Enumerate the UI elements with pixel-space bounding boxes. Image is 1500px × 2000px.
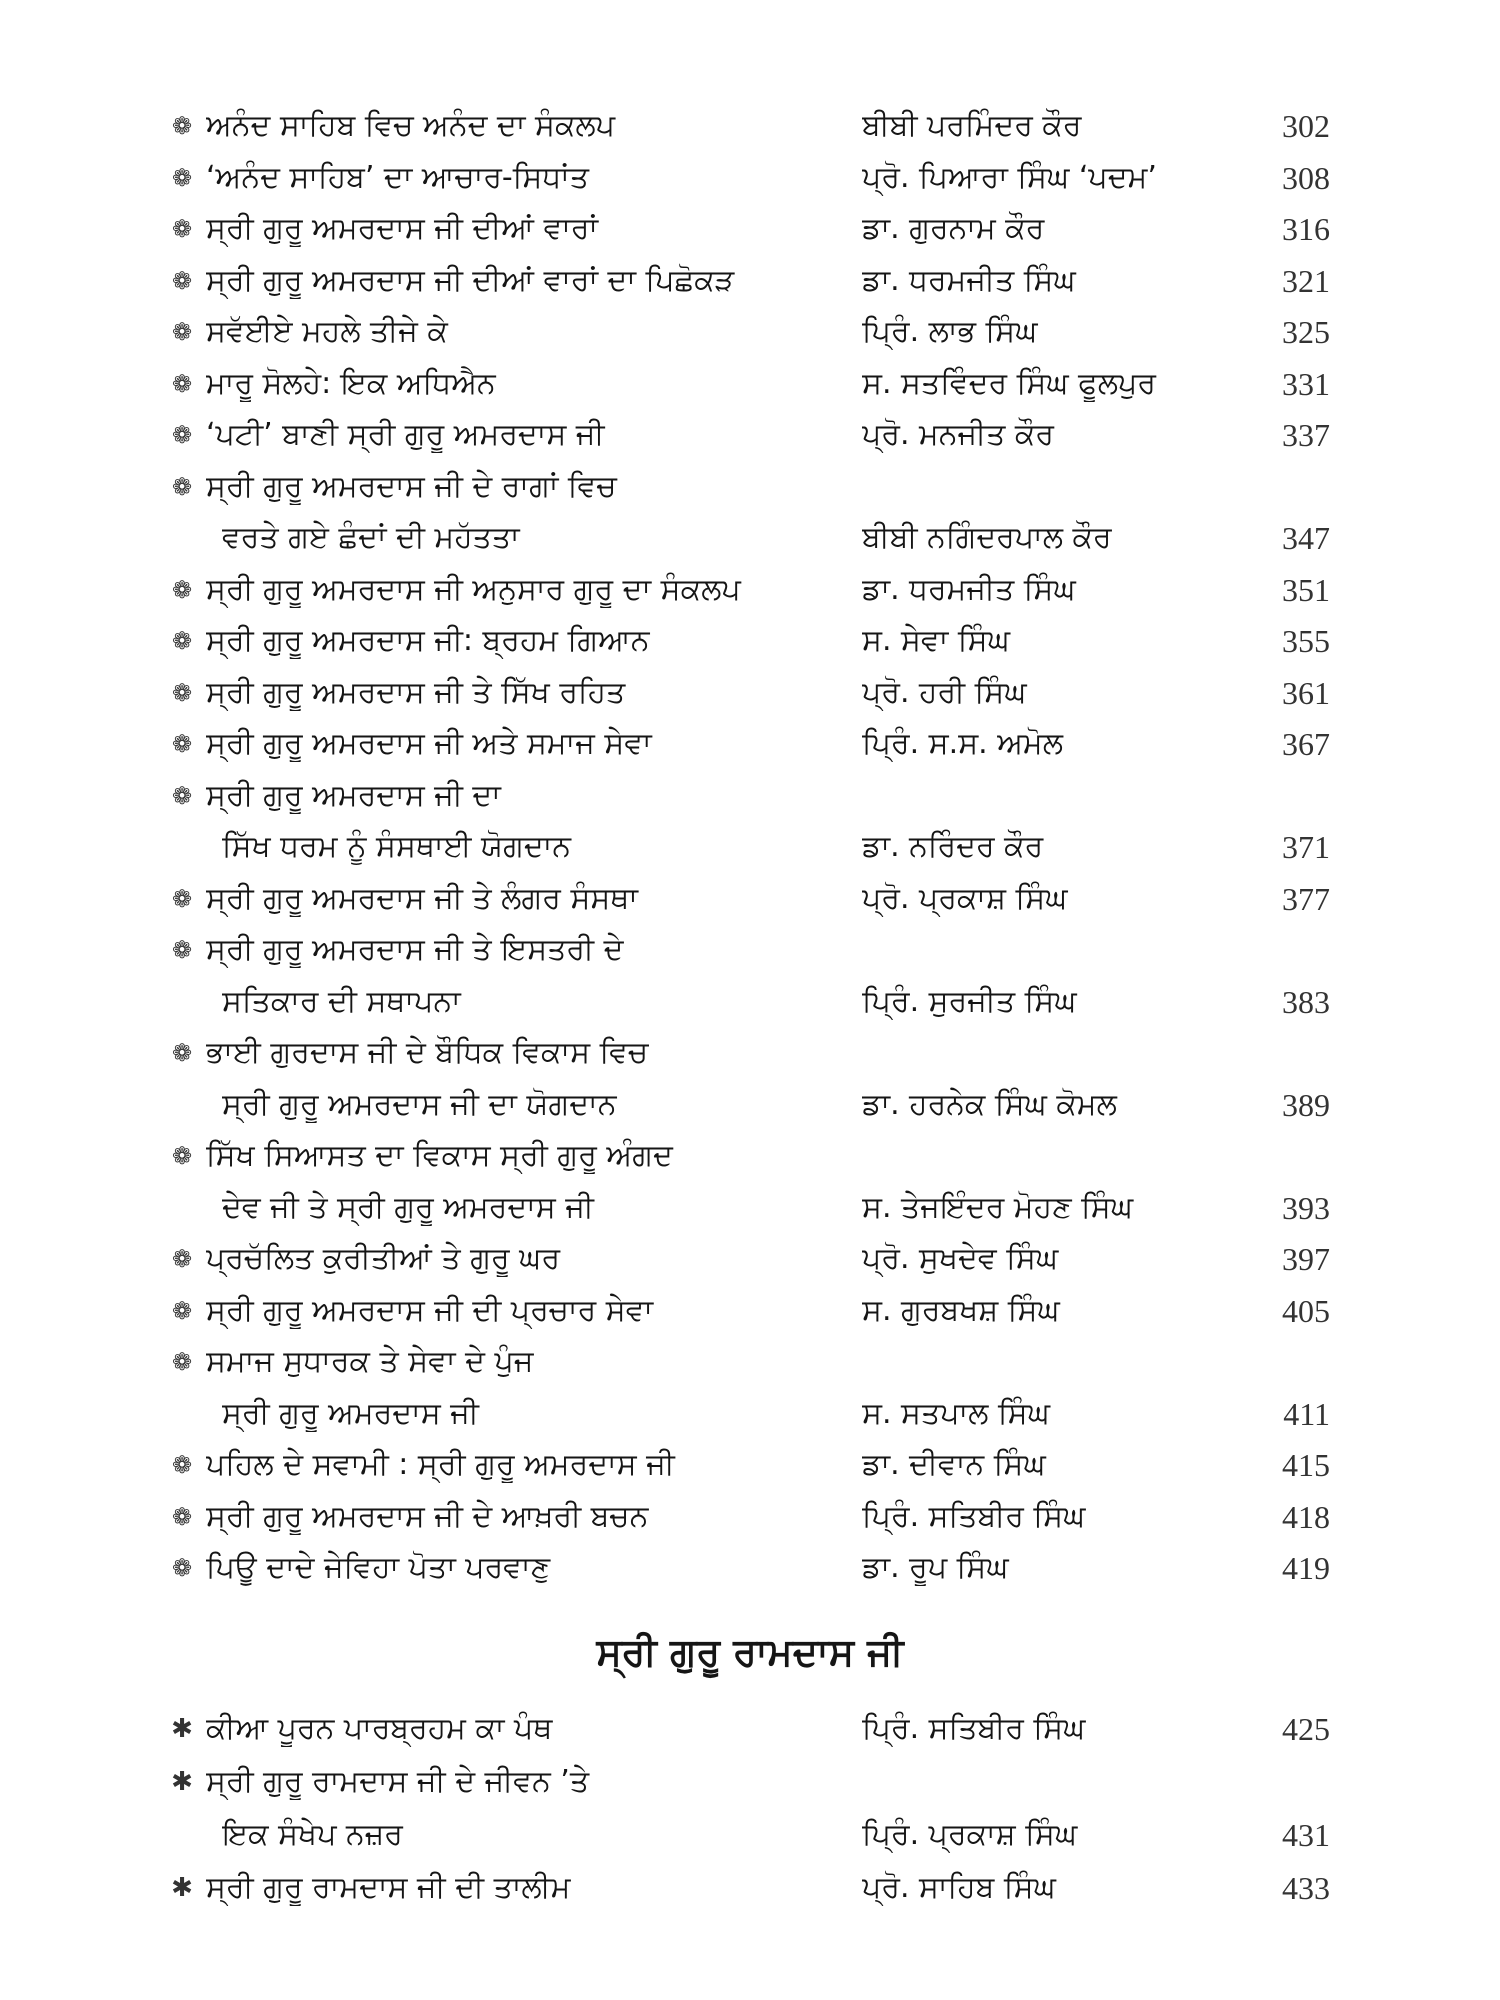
toc-entry — [0, 718, 1500, 770]
entry-author: ਪ੍ਰੋ. ਸਾਹਿਬ ਸਿੰਘ — [862, 1870, 1056, 1905]
toc-entry — [0, 1809, 1500, 1861]
entry-page-number: 321 — [1282, 262, 1330, 299]
asterisk-bullet-icon: ✱ — [171, 1767, 193, 1797]
entry-page-number: 389 — [1282, 1086, 1330, 1123]
entry-title: ਸ੍ਰੀ ਗੁਰੂ ਅਮਰਦਾਸ ਜੀ — [222, 1395, 479, 1431]
entry-page-number: 367 — [1282, 726, 1330, 762]
entry-author: ਡਾ. ਨਰਿੰਦਰ ਕੌਰ — [862, 829, 1044, 864]
entry-page-number: 308 — [1282, 159, 1330, 196]
toc-entry — [0, 100, 1500, 152]
entry-author: ਪ੍ਰੋ. ਹਰੀ ਸਿੰਘ — [862, 674, 1027, 710]
flower-bullet-icon: ❁ — [171, 1142, 193, 1170]
entry-title: ਮਾਰੂ ਸੋਲਹੇ: ਇਕ ਅਧਿਐਨ — [206, 365, 496, 401]
entry-page-number: 361 — [1282, 674, 1330, 711]
toc-entry — [0, 409, 1500, 461]
toc-entry — [0, 1703, 1500, 1755]
entry-author: ਸ. ਸੇਵਾ ਸਿੰਘ — [862, 623, 1010, 658]
entry-author: ਸ. ਤੇਜਇੰਦਰ ਮੋਹਣ ਸਿੰਘ — [862, 1189, 1134, 1225]
entry-page-number: 377 — [1282, 880, 1330, 917]
entry-title: ਅਨੰਦ ਸਾਹਿਬ ਵਿਚ ਅਨੰਦ ਦਾ ਸੰਕਲਪ — [206, 108, 616, 143]
entry-title: ਕੀਆ ਪੂਰਨ ਪਾਰਬ੍ਰਹਮ ਕਾ ਪੰਥ — [206, 1711, 553, 1746]
entry-page-number: 383 — [1282, 983, 1330, 1020]
toc-entry — [0, 615, 1500, 667]
entry-page-number: 405 — [1282, 1292, 1330, 1329]
entry-page-number: 415 — [1282, 1447, 1330, 1483]
toc-entry — [0, 1130, 1500, 1182]
toc-entry — [0, 1182, 1500, 1234]
flower-bullet-icon: ❁ — [171, 112, 193, 140]
toc-entry — [0, 1542, 1500, 1594]
flower-bullet-icon: ❁ — [171, 369, 193, 398]
toc-entry — [0, 1079, 1500, 1131]
entry-title: ‘ਅਨੰਦ ਸਾਹਿਬ’ ਦਾ ਆਚਾਰ-ਸਿਧਾਂਤ — [206, 159, 589, 195]
entry-title: ਸ੍ਰੀ ਗੁਰੂ ਅਮਰਦਾਸ ਜੀ ਦੀਆਂ ਵਾਰਾਂ ਦਾ ਪਿਛੋਕੜ — [206, 262, 735, 298]
entry-title: ਪਿਊ ਦਾਦੇ ਜੇਵਿਹਾ ਪੋਤਾ ਪਰਵਾਣੁ — [206, 1550, 551, 1585]
asterisk-bullet-icon: ✱ — [171, 1714, 193, 1744]
entry-title: ਪਹਿਲ ਦੇ ਸਵਾਮੀ : ਸ੍ਰੀ ਗੁਰੂ ਅਮਰਦਾਸ ਜੀ — [206, 1447, 675, 1482]
entry-title: ਸ੍ਰੀ ਗੁਰੂ ਅਮਰਦਾਸ ਜੀ ਅਤੇ ਸਮਾਜ ਸੇਵਾ — [206, 726, 652, 761]
entry-page-number: 355 — [1282, 623, 1330, 659]
flower-bullet-icon: ❁ — [171, 1245, 193, 1273]
entry-author: ਪ੍ਰਿੰ. ਲਾਭ ਸਿੰਘ — [862, 314, 1038, 349]
entry-title: ‘ਪਟੀ’ ਬਾਣੀ ਸ੍ਰੀ ਗੁਰੂ ਅਮਰਦਾਸ ਜੀ — [206, 417, 605, 452]
entry-author: ਪ੍ਰੋ. ਪ੍ਰਕਾਸ਼ ਸਿੰਘ — [862, 880, 1068, 916]
toc-entry — [0, 1388, 1500, 1440]
entry-title: ਸ੍ਰੀ ਗੁਰੂ ਅਮਰਦਾਸ ਜੀ ਦਾ ਯੋਗਦਾਨ — [222, 1086, 617, 1122]
entry-author: ਪ੍ਰੋ. ਪਿਆਰਾ ਸਿੰਘ ‘ਪਦਮ’ — [862, 159, 1157, 195]
entry-page-number: 351 — [1282, 571, 1330, 608]
entry-author: ਪ੍ਰਿੰ. ਪ੍ਰਕਾਸ਼ ਸਿੰਘ — [862, 1817, 1078, 1852]
toc-entry — [0, 821, 1500, 873]
entry-title: ਸ੍ਰੀ ਗੁਰੂ ਅਮਰਦਾਸ ਜੀ ਦੇ ਰਾਗਾਂ ਵਿਚ — [206, 468, 617, 504]
entry-title: ਸਮਾਜ ਸੁਧਾਰਕ ਤੇ ਸੇਵਾ ਦੇ ਪੁੰਜ — [206, 1344, 534, 1379]
toc-entry — [0, 770, 1500, 822]
entry-author: ਡਾ. ਹਰਨੇਕ ਸਿੰਘ ਕੋਮਲ — [862, 1086, 1117, 1122]
flower-bullet-icon: ❁ — [171, 1554, 193, 1582]
toc-entry — [0, 1285, 1500, 1337]
toc-entry — [0, 1862, 1500, 1914]
toc-entry — [0, 564, 1500, 616]
flower-bullet-icon: ❁ — [171, 318, 193, 346]
flower-bullet-icon: ❁ — [171, 266, 193, 295]
toc-entry — [0, 461, 1500, 513]
entry-author: ਡਾ. ਦੀਵਾਨ ਸਿੰਘ — [862, 1447, 1046, 1482]
entry-author: ਪ੍ਰੋ. ਮਨਜੀਤ ਕੌਰ — [862, 417, 1054, 452]
entry-title: ਸ੍ਰੀ ਗੁਰੂ ਅਮਰਦਾਸ ਜੀ ਦੀਆਂ ਵਾਰਾਂ — [206, 211, 599, 246]
entry-author: ਸ. ਸਤਪਾਲ ਸਿੰਘ — [862, 1395, 1050, 1431]
entry-author: ਸ. ਗੁਰਬਖਸ਼ ਸਿੰਘ — [862, 1292, 1060, 1328]
entry-page-number: 393 — [1282, 1189, 1330, 1226]
entry-page-number: 316 — [1282, 211, 1330, 247]
entry-author: ਪ੍ਰਿੰ. ਸਤਿਬੀਰ ਸਿੰਘ — [862, 1498, 1086, 1534]
entry-author: ਡਾ. ਧਰਮਜੀਤ ਸਿੰਘ — [862, 262, 1076, 298]
entry-title: ਸ੍ਰੀ ਗੁਰੂ ਰਾਮਦਾਸ ਜੀ ਦੀ ਤਾਲੀਮ — [206, 1870, 571, 1905]
entry-title: ਭਾਈ ਗੁਰਦਾਸ ਜੀ ਦੇ ਬੌਧਿਕ ਵਿਕਾਸ ਵਿਚ — [206, 1035, 649, 1070]
entry-page-number: 371 — [1282, 829, 1330, 865]
entry-title: ਸ੍ਰੀ ਗੁਰੂ ਅਮਰਦਾਸ ਜੀ: ਬ੍ਰਹਮ ਗਿਆਨ — [206, 623, 650, 658]
flower-bullet-icon: ❁ — [171, 781, 193, 810]
flower-bullet-icon: ❁ — [171, 884, 193, 913]
entry-title: ਸਿੱਖ ਸਿਆਸਤ ਦਾ ਵਿਕਾਸ ਸ੍ਰੀ ਗੁਰੂ ਅੰਗਦ — [206, 1138, 673, 1173]
entry-page-number: 431 — [1282, 1817, 1330, 1853]
entry-title: ਸਤਿਕਾਰ ਦੀ ਸਥਾਪਨਾ — [222, 983, 461, 1019]
flower-bullet-icon: ❁ — [171, 936, 193, 964]
entry-author: ਡਾ. ਰੂਪ ਸਿੰਘ — [862, 1550, 1009, 1585]
entry-title: ਸ੍ਰੀ ਗੁਰੂ ਅਮਰਦਾਸ ਜੀ ਤੇ ਸਿੱਖ ਰਹਿਤ — [206, 674, 626, 710]
entry-author: ਪ੍ਰਿੰ. ਸਤਿਬੀਰ ਸਿੰਘ — [862, 1711, 1086, 1746]
flower-bullet-icon: ❁ — [171, 1348, 193, 1376]
toc-entry — [0, 255, 1500, 307]
entry-title: ਸ੍ਰੀ ਗੁਰੂ ਅਮਰਦਾਸ ਜੀ ਦੀ ਪ੍ਰਚਾਰ ਸੇਵਾ — [206, 1292, 654, 1328]
entry-title: ਵਰਤੇ ਗਏ ਛੰਦਾਂ ਦੀ ਮਹੱਤਤਾ — [222, 520, 520, 555]
entry-title: ਸ੍ਰੀ ਗੁਰੂ ਅਮਰਦਾਸ ਜੀ ਤੇ ਲੰਗਰ ਸੰਸਥਾ — [206, 880, 639, 916]
entry-author: ਬੀਬੀ ਪਰਮਿੰਦਰ ਕੌਰ — [862, 108, 1082, 143]
toc-entry — [0, 358, 1500, 410]
flower-bullet-icon: ❁ — [171, 627, 193, 655]
entry-page-number: 419 — [1282, 1550, 1330, 1586]
entry-title: ਸ੍ਰੀ ਗੁਰੂ ਅਮਰਦਾਸ ਜੀ ਦਾ — [206, 777, 501, 813]
entry-page-number: 433 — [1282, 1870, 1330, 1906]
entry-page-number: 302 — [1282, 108, 1330, 144]
toc-entry — [0, 1491, 1500, 1543]
flower-bullet-icon: ❁ — [171, 215, 193, 243]
entry-page-number: 347 — [1282, 520, 1330, 556]
flower-bullet-icon: ❁ — [171, 1039, 193, 1067]
toc-entry — [0, 924, 1500, 976]
toc-entry — [0, 1233, 1500, 1285]
entry-page-number: 411 — [1283, 1395, 1330, 1432]
entry-title: ਸ੍ਰੀ ਗੁਰੂ ਅਮਰਦਾਸ ਜੀ ਦੇ ਆਖ਼ਰੀ ਬਚਨ — [206, 1498, 649, 1534]
flower-bullet-icon: ❁ — [171, 1296, 193, 1325]
entry-page-number: 418 — [1282, 1498, 1330, 1535]
entry-title: ਇਕ ਸੰਖੇਪ ਨਜ਼ਰ — [222, 1817, 403, 1852]
entry-page-number: 425 — [1282, 1711, 1330, 1747]
toc-entry — [0, 306, 1500, 358]
entry-title: ਸ੍ਰੀ ਗੁਰੂ ਰਾਮਦਾਸ ਜੀ ਦੇ ਜੀਵਨ ’ਤੇ — [206, 1764, 590, 1799]
toc-entry — [0, 203, 1500, 255]
entry-title: ਪ੍ਰਚੱਲਿਤ ਕੁਰੀਤੀਆਂ ਤੇ ਗੁਰੂ ਘਰ — [206, 1241, 561, 1276]
entry-page-number: 331 — [1282, 365, 1330, 402]
toc-entry — [0, 976, 1500, 1028]
entry-author: ਪ੍ਰਿੰ. ਸੁਰਜੀਤ ਸਿੰਘ — [862, 983, 1077, 1019]
toc-entry — [0, 152, 1500, 204]
entry-page-number: 337 — [1282, 417, 1330, 453]
entry-author: ਪ੍ਰਿੰ. ਸ.ਸ. ਅਮੋਲ — [862, 726, 1064, 761]
entry-title: ਸਿੱਖ ਧਰਮ ਨੂੰ ਸੰਸਥਾਈ ਯੋਗਦਾਨ — [222, 829, 572, 864]
toc-entry — [0, 667, 1500, 719]
entry-title: ਸਵੱਈਏ ਮਹਲੇ ਤੀਜੇ ਕੇ — [206, 314, 448, 349]
toc-entry — [0, 1336, 1500, 1388]
section-heading: ਸ੍ਰੀ ਗੁਰੂ ਰਾਮਦਾਸ ਜੀ — [596, 1630, 904, 1674]
toc-entry — [0, 1756, 1500, 1808]
flower-bullet-icon: ❁ — [171, 730, 193, 758]
entry-author: ਬੀਬੀ ਨਗਿੰਦਰਪਾਲ ਕੌਰ — [862, 520, 1112, 555]
entry-title: ਸ੍ਰੀ ਗੁਰੂ ਅਮਰਦਾਸ ਜੀ ਤੇ ਇਸਤਰੀ ਦੇ — [206, 932, 624, 967]
asterisk-bullet-icon: ✱ — [171, 1873, 193, 1903]
flower-bullet-icon: ❁ — [171, 575, 193, 604]
flower-bullet-icon: ❁ — [171, 1502, 193, 1531]
entry-author: ਡਾ. ਧਰਮਜੀਤ ਸਿੰਘ — [862, 571, 1076, 607]
entry-title: ਸ੍ਰੀ ਗੁਰੂ ਅਮਰਦਾਸ ਜੀ ਅਨੁਸਾਰ ਗੁਰੂ ਦਾ ਸੰਕਲਪ — [206, 571, 741, 607]
entry-author: ਡਾ. ਗੁਰਨਾਮ ਕੌਰ — [862, 211, 1045, 246]
flower-bullet-icon: ❁ — [171, 421, 193, 449]
entry-page-number: 325 — [1282, 314, 1330, 350]
toc-entry — [0, 1439, 1500, 1491]
flower-bullet-icon: ❁ — [171, 1451, 193, 1479]
flower-bullet-icon: ❁ — [171, 472, 193, 501]
flower-bullet-icon: ❁ — [171, 163, 193, 192]
toc-entry — [0, 1027, 1500, 1079]
entry-author: ਪ੍ਰੋ. ਸੁਖਦੇਵ ਸਿੰਘ — [862, 1241, 1059, 1276]
entry-page-number: 397 — [1282, 1241, 1330, 1277]
toc-entry — [0, 512, 1500, 564]
entry-title: ਦੇਵ ਜੀ ਤੇ ਸ੍ਰੀ ਗੁਰੂ ਅਮਰਦਾਸ ਜੀ — [222, 1189, 594, 1225]
toc-entry — [0, 873, 1500, 925]
flower-bullet-icon: ❁ — [171, 678, 193, 707]
entry-author: ਸ. ਸਤਵਿੰਦਰ ਸਿੰਘ ਫੂਲਪੁਰ — [862, 365, 1156, 401]
